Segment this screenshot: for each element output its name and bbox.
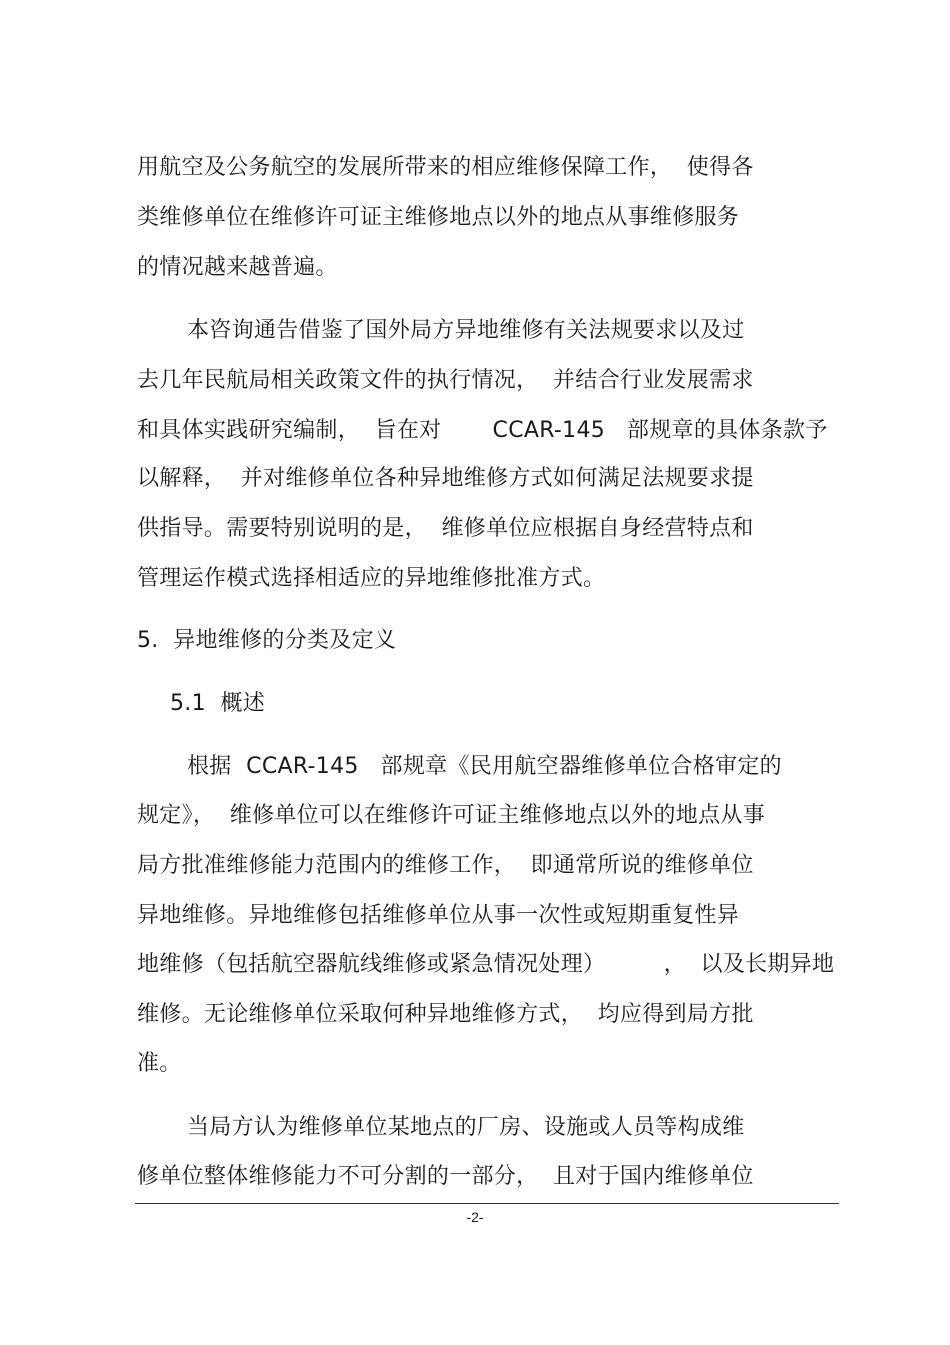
paragraph-1-line-3: 的情况越来越普遍。: [137, 255, 338, 280]
paragraph-2-line-2: 去几年民航局相关政策文件的执行情况， 并结合行业发展需求: [137, 368, 754, 393]
paragraph-2-line-4: 以解释， 并对维修单位各种异地维修方式如何满足法规要求提: [137, 466, 754, 491]
paragraph-2-line-3: 和具体实践研究编制， 旨在对 CCAR-145 部规章的具体条款予: [137, 418, 828, 443]
paragraph-1-line-1: 用航空及公务航空的发展所带来的相应维修保障工作， 使得各: [137, 155, 754, 180]
paragraph-4-line-1: 当局方认为维修单位某地点的厂房、设施或人员等构成维: [187, 1115, 745, 1140]
paragraph-2-line-1: 本咨询通告借鉴了国外局方异地维修有关法规要求以及过: [187, 318, 745, 343]
section-heading: 5. 异地维修的分类及定义: [137, 628, 397, 653]
paragraph-3-line-7: 准。: [137, 1051, 182, 1076]
page-number: -2-: [466, 1209, 484, 1225]
paragraph-3-line-2: 规定》， 维修单位可以在维修许可证主维修地点以外的地点从事: [137, 803, 765, 828]
footer-divider: [135, 1203, 839, 1204]
paragraph-3-line-3: 局方批准维修能力范围内的维修工作， 即通常所说的维修单位: [137, 853, 754, 878]
paragraph-2-line-6: 管理运作模式选择相适应的异地维修批准方式。: [137, 566, 606, 591]
paragraph-4-line-2: 修单位整体维修能力不可分割的一部分， 且对于国内维修单位: [137, 1164, 754, 1189]
paragraph-3-line-6: 维修。无论维修单位采取何种异地维修方式， 均应得到局方批: [137, 1002, 754, 1027]
paragraph-3-line-4: 异地维修。异地维修包括维修单位从事一次性或短期重复性异: [137, 903, 740, 928]
paragraph-1-line-2: 类维修单位在维修许可证主维修地点以外的地点从事维修服务: [137, 205, 740, 230]
paragraph-2-line-5: 供指导。需要特别说明的是， 维修单位应根据自身经营特点和: [137, 516, 754, 541]
paragraph-3-line-5: 地维修（包括航空器航线维修或紧急情况处理） ， 以及长期异地: [137, 952, 835, 977]
subsection-heading: 5.1 概述: [170, 691, 266, 716]
paragraph-3-line-1: 根据 CCAR-145 部规章《民用航空器维修单位合格审定的: [187, 754, 782, 779]
